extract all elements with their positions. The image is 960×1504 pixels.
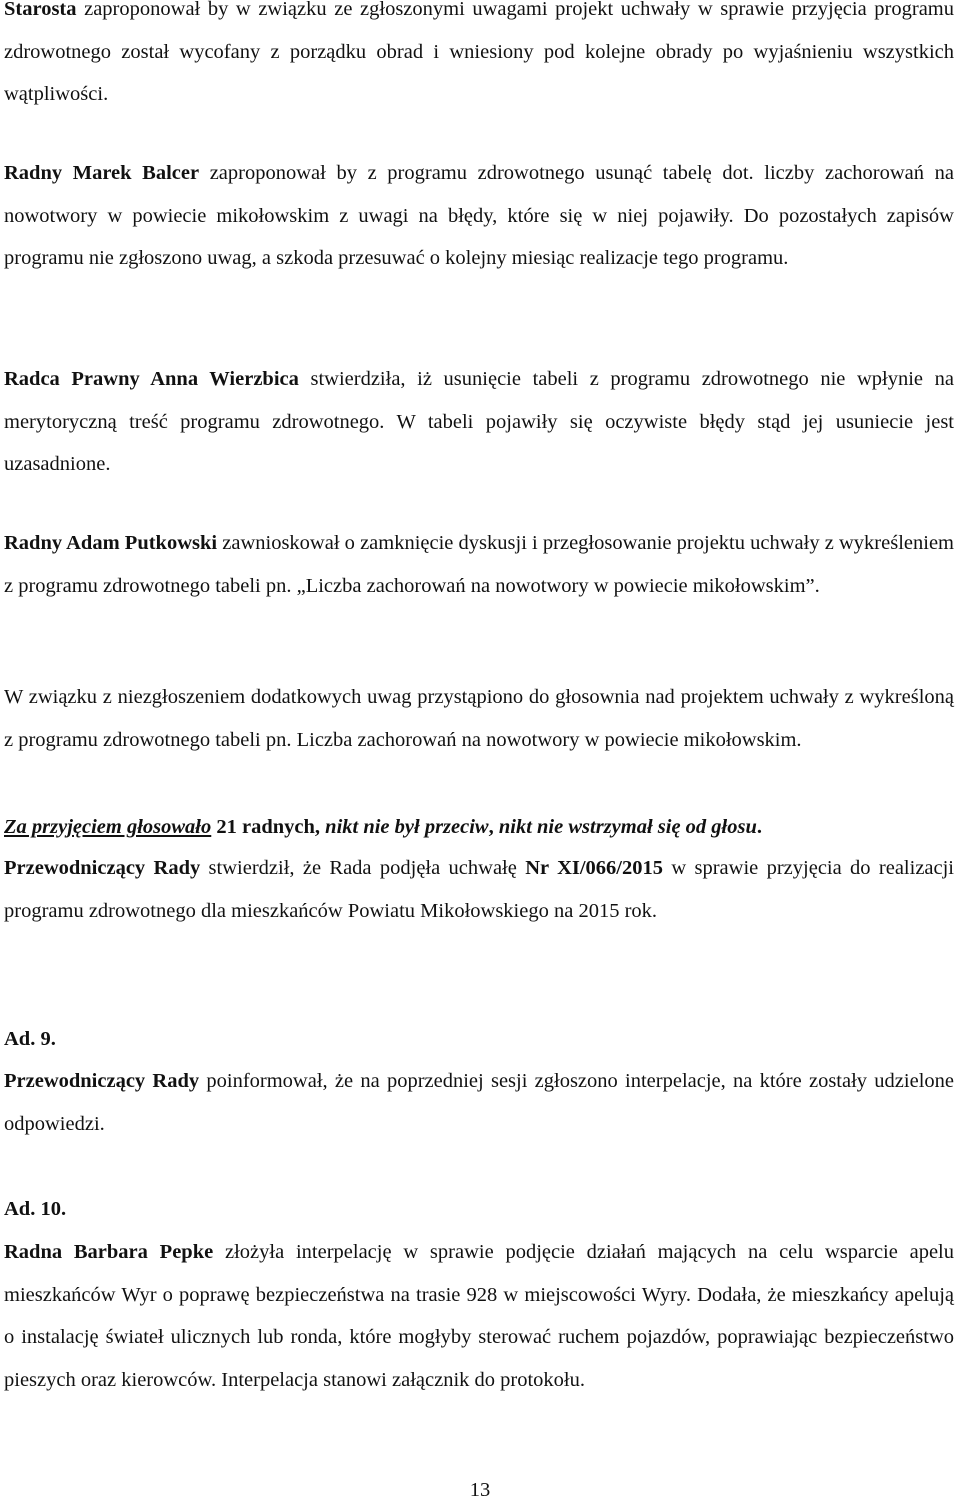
section-heading-9: Ad. 9. [4, 1028, 56, 1050]
paragraph-text: zaproponował by w związku ze zgłoszonymi uwagami projekt uchwały w sprawie przyjęcia programu zdrowotnego został wycofany z porządku obrad i wniesiony pod kolejne obrady po wyjaśnieniu wszystkich wątpliwości. [4, 0, 954, 105]
speaker-name: Starosta [4, 0, 77, 20]
paragraph-text: W związku z niezgłoszeniem dodatkowych uwag przystąpiono do głosownia nad projektem uchwały z wykreśloną z programu zdrowotnego tabeli pn. Liczba zachorowań na nowotwory w powiecie mikołowskim. [4, 686, 954, 751]
speaker-name: Radny Adam Putkowski [4, 532, 218, 554]
speaker-name: Radca Prawny Anna Wierzbica [4, 368, 299, 390]
vote-end: . [756, 816, 762, 838]
paragraph-text: stwierdziła, iż usunięcie tabeli z programu zdrowotnego nie wpłynie na merytoryczną treść programu zdrowotnego. W tabeli pojawiły się oczywiste błędy stąd jej usuniecie jest uzasadnione. [4, 368, 954, 475]
vote-result [4, 806, 954, 848]
paragraph-wierzbica [4, 358, 954, 486]
paragraph-text: złożyła interpelację w sprawie podjęcie działań mających na celu wsparcie apelu mieszkańców Wyr o poprawę bezpieczeństwa na trasie 928 w miejscowości Wyry. Dodała, że mieszkańcy apelują o instalację świateł ulicznych lub ronda, które mogłyby sterować ruchem pojazdów, poprawiając bezpieczeństwo pieszych oraz kierowców. Interpelacja stanowi załącznik do protokołu. [4, 1241, 955, 1391]
vote-for-label: Za przyjęciem głosowało [4, 816, 212, 838]
resolution-number: Nr XI/066/2015 [525, 857, 664, 879]
vote-count: 21 radnych, [211, 816, 326, 838]
paragraph-voting-intro [4, 676, 954, 761]
paragraph-resolution [4, 847, 954, 932]
paragraph-text: zawnioskował o zamknięcie dyskusji i przegłosowanie projektu uchwały z wykreśleniem z programu zdrowotnego tabeli pn. „Liczba zachorowań na nowotwory w powiecie mikołowskim”. [4, 532, 954, 597]
speaker-name: Przewodniczący Rady [4, 857, 201, 879]
paragraph-text: stwierdził, że Rada podjęła uchwałę [200, 857, 526, 879]
paragraph-text: poinformował, że na poprzedniej sesji zgłoszono interpelacje, na które zostały udzielone odpowiedzi. [4, 1070, 954, 1135]
vote-separator: , [488, 816, 499, 838]
paragraph-interpellations [4, 1060, 954, 1145]
paragraph-text: zaproponował by z programu zdrowotnego usunąć tabelę dot. liczby zachorowań na nowotwory w powiecie mikołowskim z uwagi na błędy, które się w niej pojawiły. Do pozostałych zapisów programu nie zgłoszono uwag, a szkoda przesuwać o kolejny miesiąc realizacje tego programu. [4, 162, 954, 269]
speaker-name: Radna Barbara Pepke [4, 1241, 214, 1263]
vote-abstain: nikt nie wstrzymał się od głosu [498, 816, 757, 838]
paragraph-text: w sprawie przyjęcia do realizacji programu zdrowotnego dla mieszkańców Powiatu Mikołowskiego na 2015 rok. [4, 857, 955, 922]
vote-against: nikt nie był przeciw [325, 816, 489, 838]
paragraph-pepke [4, 1231, 954, 1401]
paragraph-putkowski [4, 522, 954, 607]
speaker-name: Przewodniczący Rady [4, 1070, 200, 1092]
paragraph-starosta [4, 0, 954, 116]
section-heading-10: Ad. 10. [4, 1198, 67, 1220]
speaker-name: Radny Marek Balcer [4, 162, 200, 184]
paragraph-balcer [4, 152, 954, 280]
page-number: 13 [469, 1479, 491, 1501]
